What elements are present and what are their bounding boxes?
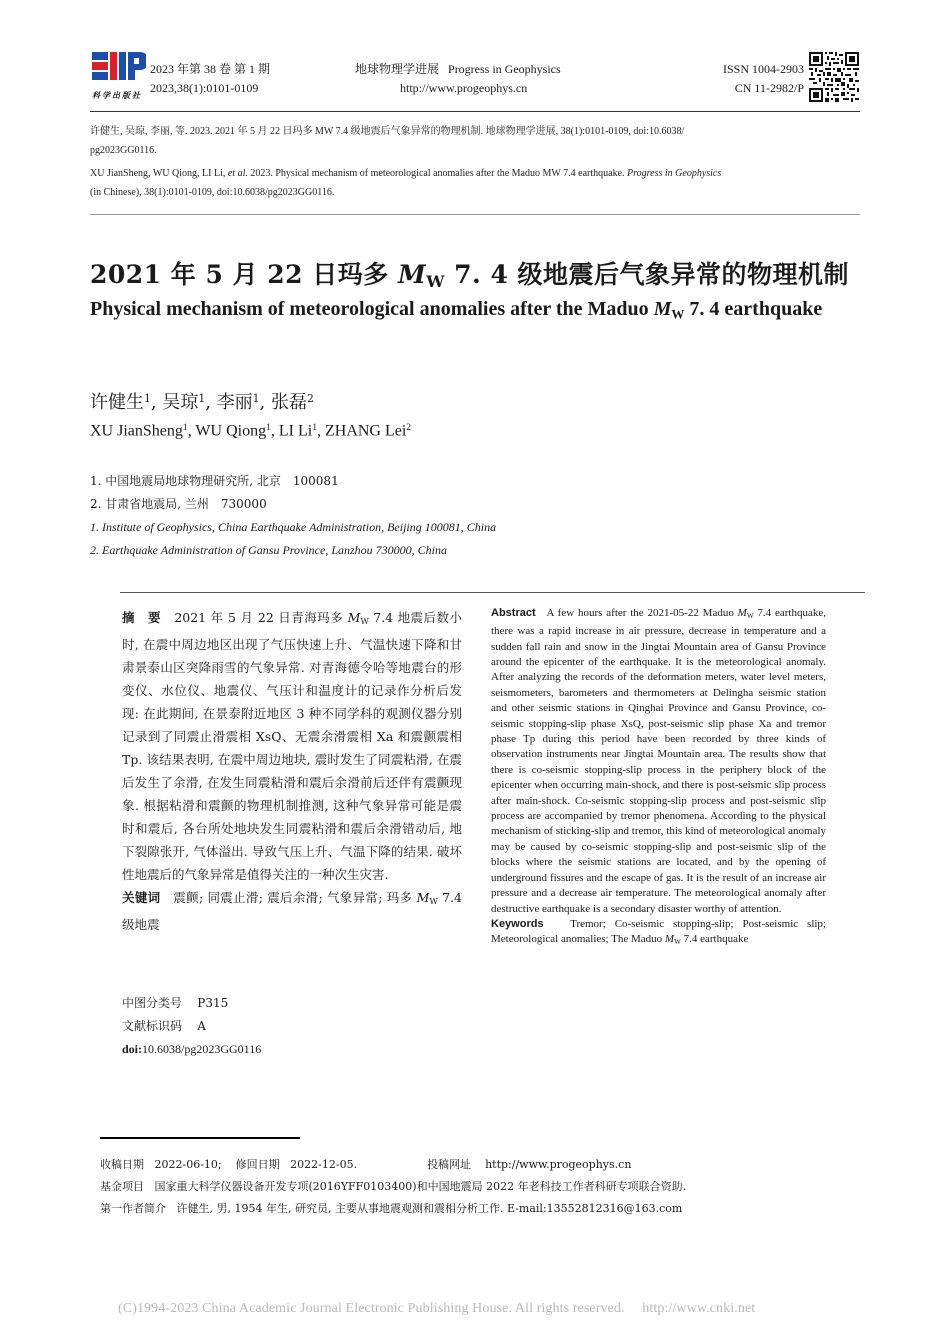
keywords-cn: 关键词 震颤; 同震止滑; 震后余滑; 气象异常; 玛多 $M_W$ 7.4 级地震 (122, 890, 462, 933)
footnote-fund: 基金项目 国家重大科学仪器设备开发专项(2016YFF0103400)和中国地震局 2022 年老科技工作者科研专项联合资助. (100, 1180, 687, 1193)
footnote-dates: 收稿日期 2022-06-10; 修回日期 2022-12-05. 投稿网址 http://www.progeophys.cn (100, 1158, 632, 1171)
citation-cn-line1: 许健生, 吴琼, 李丽, 等. 2023. 2021 年 5 月 22 日玛多 MW 7.4 级地震后气象异常的物理机制. 地球物理学进展, 38(1):0101-0109, doi:10.6038/ (90, 126, 685, 137)
qr-code-icon (809, 52, 859, 102)
keywords-en: Keywords Tremor; Co-seismic stopping-slip; Post-seismic slip; Meteorological anomalies; The Maduo $M_W$ 7.4 earthquake (491, 917, 826, 947)
authors-cn: 许健生$^1$, 吴琼$^1$, 李丽$^1$, 张磊$^2$ (90, 392, 314, 413)
abstract-en-label: Abstract (491, 607, 536, 619)
affiliation-cn-1: 1. 中国地震局地球物理研究所, 北京 100081 (90, 474, 339, 488)
abstract-cn (122, 606, 462, 936)
issue-info (150, 60, 270, 98)
submission-url[interactable]: http://www.progeophys.cn (485, 1158, 632, 1171)
journal-name-cn: 地球物理学进展 (355, 62, 440, 76)
abstract-separator (120, 592, 865, 593)
footnote-rule (100, 1137, 300, 1139)
citation-en (90, 164, 865, 202)
doc-code: 文献标识码 A (122, 1019, 206, 1033)
footnote-bio: 第一作者简介 许健生, 男, 1954 年生, 研究员, 主要从事地震观测和震相分析工作. E-mail:13552812316@163.com (100, 1202, 683, 1215)
citation-en-line2: (in Chinese), 38(1):0101-0109, doi:10.6038/pg2023GG0116. (90, 187, 335, 198)
citation-cn (90, 122, 865, 160)
title-cn: 2021 年 5 月 22 日玛多 $M_W$ 7. 4 级地震后气象异常的物理机制 (90, 260, 850, 292)
issue-pages: 2023,38(1):0101-0109 (150, 81, 259, 95)
authors-en: XU JianSheng$^1$, WU Qiong$^1$, LI Li$^1$, ZHANG Lei$^2$ (90, 422, 412, 440)
journal-info (355, 60, 561, 98)
citation-cn-line2: pg2023GG0116. (90, 145, 157, 156)
abstract-cn-label: 摘 要 (122, 610, 161, 625)
citation-rule (90, 214, 860, 215)
affiliation-en-2: 2. Earthquake Administration of Gansu Province, Lanzhou 730000, China (90, 543, 447, 557)
journal-website[interactable]: http://www.progeophys.cn (400, 81, 528, 95)
header-rule (90, 111, 860, 112)
clc-number: 中图分类号 P315 (122, 996, 229, 1010)
doi[interactable]: doi:10.6038/pg2023GG0116 (122, 1042, 262, 1056)
affiliation-cn-2: 2. 甘肃省地震局, 兰州 730000 (90, 497, 267, 511)
title-en: Physical mechanism of meteorological anomalies after the Maduo $M_W$ 7. 4 earthquake (90, 298, 823, 322)
journal-name-en: Progress in Geophysics (448, 62, 561, 76)
issn: ISSN 1004-2903 (722, 62, 804, 76)
issn-info (700, 60, 804, 98)
logo-caption: 科学出版社 (92, 90, 142, 100)
citation-en-line1: XU JianSheng, WU Qiong, LI Li, et al. 2023. Physical mechanism of meteorological anomalies after the Maduo MW 7.4 earthquake. Progress in Geophysics (90, 168, 722, 179)
affiliation-en-1: 1. Institute of Geophysics, China Earthquake Administration, Beijing 100081, China (90, 520, 497, 534)
issue-cn: 2023 年第 38 卷 第 1 期 (150, 62, 271, 76)
cn-number: CN 11-2982/P (734, 81, 804, 95)
abstract-cn-body: 摘 要 2021 年 5 月 22 日青海玛多 $M_W$ 7.4 地震后数小时, 在震中周边地区出现了气压快速上升、气温快速下降和甘肃景泰山区突降雨雪的气象异常. 对青海德令哈等地震台的形变仪、水位仪、地震仪、气压计和温度计的记录作分析后发现: 在此期间, 在景泰附近地区 3 种不同学科的观测仪器分别记录到了同震止滑震相 XsQ、无震余滑震相 Xa 和震颤震相 Tp. 该结果表明, 在震中周边地块, 震时发生了同震粘滑, 在震后发生了余滑, 在发生同震粘滑和震后余滑前后还伴有震颤现象. 根据粘滑和震颤的物理机制推测, 这种气象异常可能是震时和震后, 各台所处地块发生同震粘滑和震后余滑错动后, 地下裂隙张开, 气体溢出. 导致气压上升、气温下降的结果. 破坏性地震后的气象异常是值得关注的一种次生灾害. (122, 610, 462, 883)
footnotes (100, 1154, 860, 1220)
copyright-watermark: (C)1994-2023 China Academic Journal Electronic Publishing House. All rights reserved. http://www.cnki.net (118, 1301, 756, 1316)
abstract-en-body: Abstract A few hours after the 2021-05-22 Maduo $M_W$ 7.4 earthquake, there was a rapid increase in air pressure, decrease in temperature and a sudden fall rain and snow in the Jingtai Mountain area of Gansu Province around the epicenter of the earthquake. It is the meteorological anomaly. After analyzing the records of the deformation meters, water level meters, seismometers, barometers and thermometers at Delingha seismic station and other seismic stations in Qinghai Province and Gansu Province, co-seismic stopping-slip phase XsQ, post-seismic slip phase Xa and tremor phase Tp during this period have been recorded by three kinds of observation instruments near Jingtai Mountain area. The results show that there is co-seismic stopping-slip process in the periphery block of the epicenter when occurring main-shock, and there is post-seismic slip process after main-shock. Co-seismic stopping-slip process and post-seismic slip process are accompanied by tremor phenomena. According to the physical mechanism of sticking-slip and tremor, this kind of meteorological anomaly may be caused by co-seismic stopping-slip and post-seismic slip of the blocks where the seismic stations are located, and by the opening of underground fissures and the escape of gas. It is the result of an increase air pressure and a decrease air temperature. The meteorological anomaly after destructive earthquake is a secondary disaster worthy of attention. (491, 607, 826, 915)
abstract-en (491, 606, 826, 951)
